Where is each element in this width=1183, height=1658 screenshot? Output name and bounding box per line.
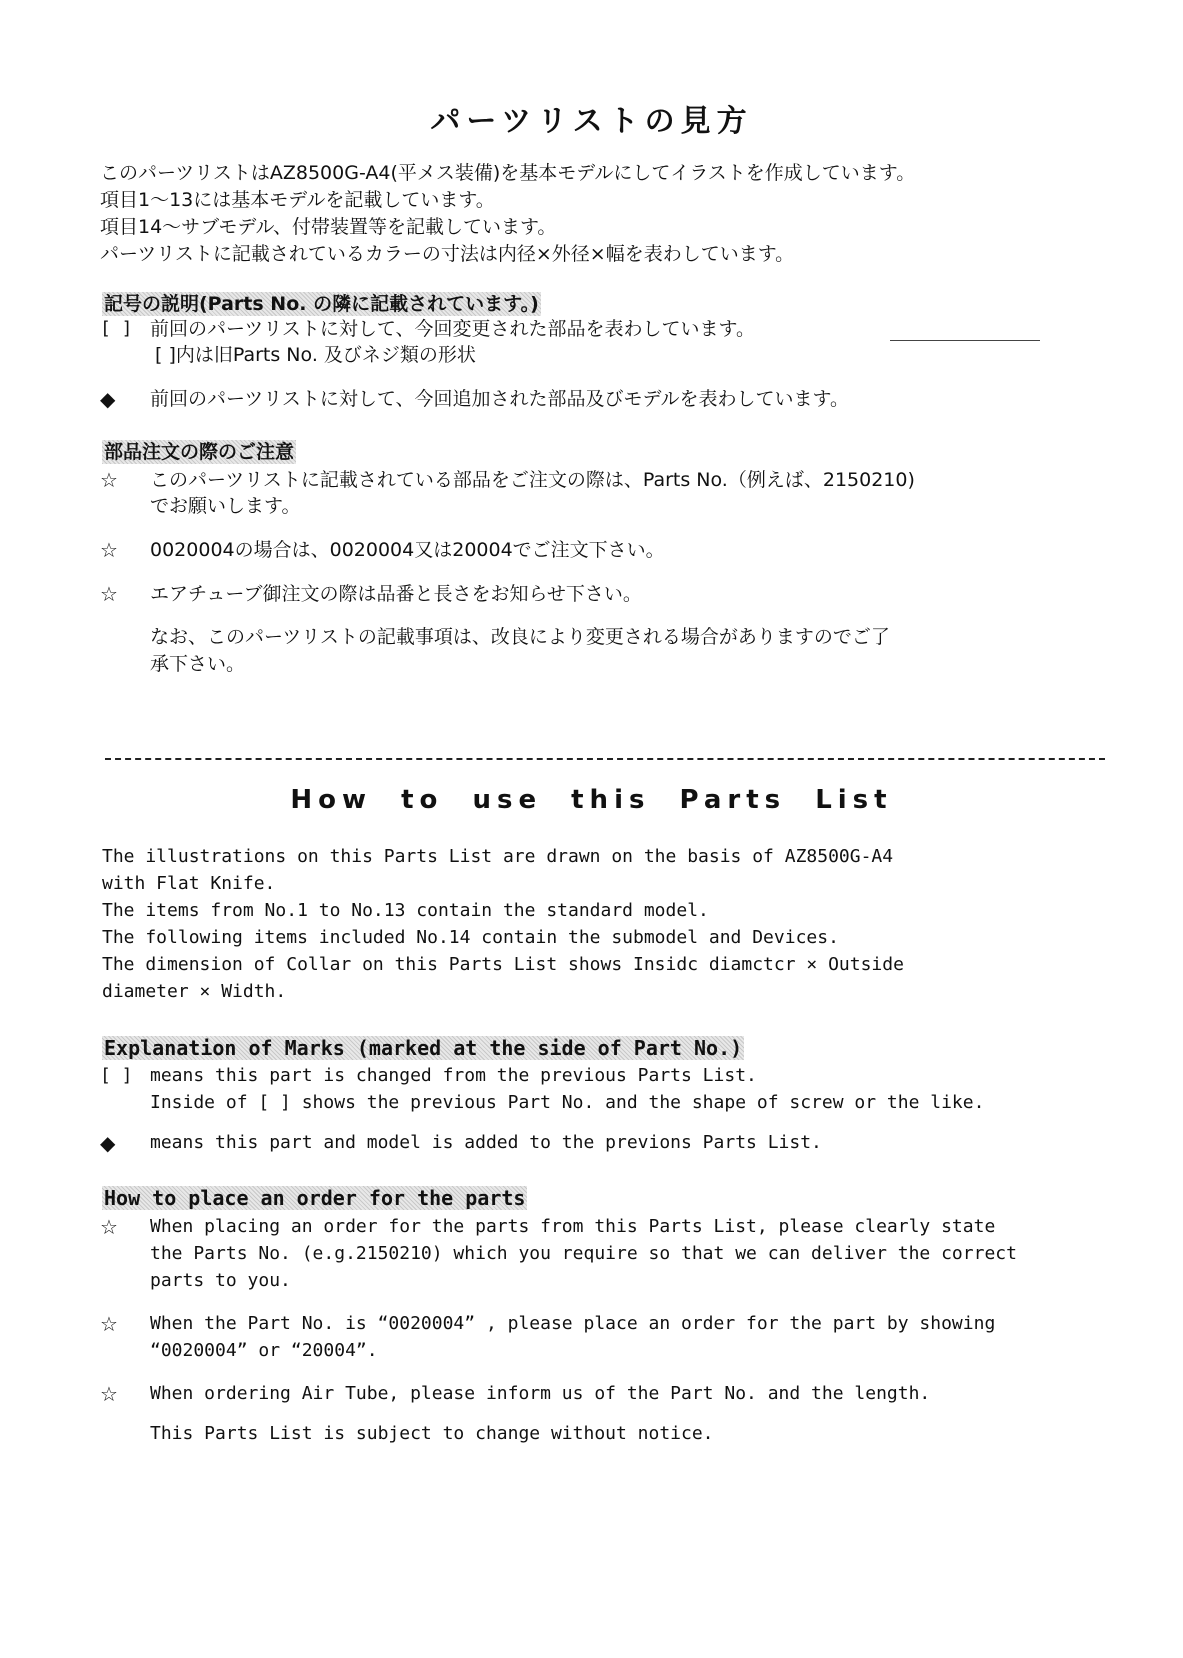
- jp-intro-line: パーツリストに記載されているカラーの寸法は内径×外径×幅を表わしています。: [100, 243, 795, 265]
- jp-intro-line: 項目1～13には基本モデルを記載しています。: [100, 189, 495, 211]
- star-icon: ☆: [100, 582, 118, 606]
- jp-order-item-1: このパーツリストに記載されている部品をご注文の際は、Parts No.（例えば、2150210): [150, 469, 915, 491]
- en-intro-line: diameter × Width.: [102, 981, 287, 1002]
- en-intro-line: The illustrations on this Parts List are drawn on the basis of AZ8500G-A4: [102, 846, 894, 867]
- jp-order-item-1-cont: でお願いします。: [150, 495, 301, 517]
- en-order-heading: How to place an order for the parts: [104, 1186, 526, 1210]
- en-order-item-1-cont: parts to you.: [150, 1270, 291, 1291]
- en-bracket-text: means this part is changed from the previous Parts List.: [150, 1065, 757, 1086]
- jp-bracket-mark: [ ]: [100, 318, 133, 339]
- jp-diamond-text: 前回のパーツリストに対して、今回追加された部品及びモデルを表わしています。: [150, 388, 850, 410]
- en-order-item-1: When placing an order for the parts from this Parts List, please clearly state: [150, 1216, 996, 1237]
- en-marks-heading: Explanation of Marks (marked at the side of Part No.): [104, 1036, 743, 1060]
- star-icon: ☆: [100, 538, 118, 562]
- jp-bracket-sub: [ ]内は旧Parts No. 及びネジ類の形状: [155, 344, 476, 366]
- jp-intro-line: 項目14～サブモデル、付帯装置等を記載しています。: [100, 216, 557, 238]
- star-icon: ☆: [100, 1312, 118, 1336]
- jp-marks-heading: 記号の説明(Parts No. の隣に記載されています。): [104, 293, 539, 315]
- jp-note-cont: 承下さい。: [150, 653, 246, 675]
- en-note: This Parts List is subject to change without notice.: [150, 1423, 714, 1444]
- en-intro-line: The items from No.1 to No.13 contain the standard model.: [102, 900, 709, 921]
- jp-bracket-text: 前回のパーツリストに対して、今回変更された部品を表わしています。: [150, 318, 755, 340]
- jp-intro: [100, 160, 1130, 268]
- en-intro-line: The dimension of Collar on this Parts List shows Insidc diamctcr × Outside: [102, 954, 904, 975]
- jp-note: なお、このパーツリストの記載事項は、改良により変更される場合がありますのでご了: [150, 626, 890, 648]
- jp-page-title: パーツリストの見方: [430, 104, 753, 139]
- en-order-item-2-cont: “0020004” or “20004”.: [150, 1340, 378, 1361]
- star-icon: ☆: [100, 1215, 118, 1239]
- jp-order-item-2: 0020004の場合は、0020004又は20004でご注文下さい。: [150, 539, 665, 561]
- en-bracket-mark: [ ]: [100, 1065, 133, 1086]
- en-order-item-3: When ordering Air Tube, please inform us of the Part No. and the length.: [150, 1383, 931, 1404]
- en-intro-line: The following items included No.14 contain the submodel and Devices.: [102, 927, 839, 948]
- en-diamond-text: means this part and model is added to the previons Parts List.: [150, 1132, 822, 1153]
- jp-order-heading: 部品注文の際のご注意: [104, 441, 295, 463]
- diamond-icon: ◆: [100, 387, 116, 411]
- en-bracket-sub: Inside of [ ] shows the previous Part No. and the shape of screw or the like.: [150, 1092, 985, 1113]
- jp-order-item-3: エアチューブ御注文の際は品番と長さをお知らせ下さい。: [150, 583, 642, 605]
- en-intro: [102, 843, 1102, 1005]
- star-icon: ☆: [100, 468, 118, 492]
- en-order-item-2: When the Part No. is “0020004” , please place an order for the part by showing: [150, 1313, 996, 1334]
- en-intro-line: with Flat Knife.: [102, 873, 276, 894]
- jp-intro-line: このパーツリストはAZ8500G-A4(平メス装備)を基本モデルにしてイラストを作成しています。: [100, 162, 916, 184]
- star-icon: ☆: [100, 1382, 118, 1406]
- section-divider: [105, 758, 1105, 760]
- en-order-item-1-cont: the Parts No. (e.g.2150210) which you require so that we can deliver the correct: [150, 1243, 1017, 1264]
- scan-artifact-line: [890, 340, 1040, 341]
- diamond-icon: ◆: [100, 1131, 116, 1155]
- en-page-title: How to use this Parts List: [290, 785, 893, 815]
